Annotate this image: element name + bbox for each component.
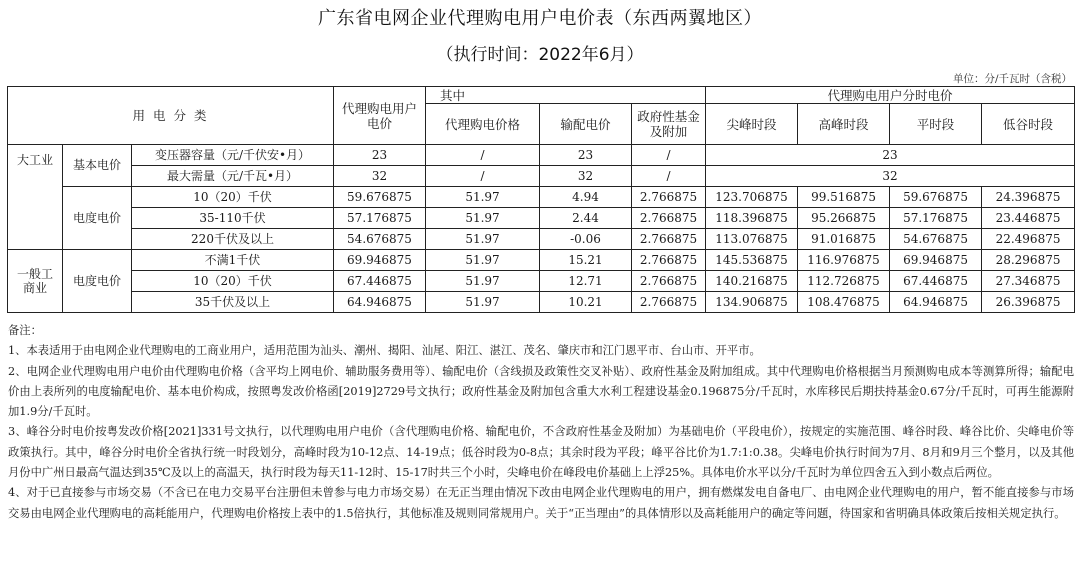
header-sharp-peak: 尖峰时段	[706, 104, 798, 145]
cell-valley: 24.396875	[982, 187, 1075, 208]
cell-purchase: 51.97	[426, 271, 540, 292]
cell-purchase: 51.97	[426, 187, 540, 208]
cell-peak: 108.476875	[798, 292, 890, 313]
cell-flat: 69.946875	[890, 250, 982, 271]
cell-flat: 59.676875	[890, 187, 982, 208]
header-user-price: 代理购电用户电价	[334, 87, 426, 145]
cell-gov-fund: /	[632, 166, 706, 187]
header-of-which: 其中	[426, 87, 706, 104]
cell-peak: 99.516875	[798, 187, 890, 208]
cell-user-price: 23	[334, 145, 426, 166]
cell-gov-fund: 2.766875	[632, 187, 706, 208]
table-row	[8, 166, 1075, 187]
cell-gov-fund: 2.766875	[632, 292, 706, 313]
cell-sharp: 145.536875	[706, 250, 798, 271]
note-item: 4、对于已直接参与市场交易（不含已在电力交易平台注册但未曾参与电力市场交易）在无正当理由情况下改由电网企业代理购电的用户，拥有燃煤发电自备电厂、由电网企业代理购电的用户，暂不能直接参与市场交易由电网企业代理购电的高耗能用户，代理购电价格按上表中的1.5倍执行，其他标准及规则同常规用户。关于“正当理由”的具体情形以及高耗能用户的确定等问题，待国家和省明确具体政策后按相关规定执行。	[8, 486, 1074, 520]
cell-purchase: 51.97	[426, 208, 540, 229]
table-row	[8, 292, 1075, 313]
header-category: 用 电 分 类	[8, 87, 334, 145]
notes-heading: 备注：	[8, 324, 42, 337]
row-label: 35-110千伏	[132, 208, 334, 229]
cell-gov-fund: /	[632, 145, 706, 166]
row-label: 220千伏及以上	[132, 229, 334, 250]
cell-transmission: 15.21	[540, 250, 632, 271]
cell-transmission: -0.06	[540, 229, 632, 250]
row-label: 35千伏及以上	[132, 292, 334, 313]
group-large-industry: 大工业	[8, 145, 63, 250]
cell-purchase: 51.97	[426, 250, 540, 271]
cell-gov-fund: 2.766875	[632, 271, 706, 292]
document-subtitle: （执行时间：2022年6月）	[436, 45, 644, 65]
cell-sharp: 134.906875	[706, 292, 798, 313]
cell-transmission: 23	[540, 145, 632, 166]
cell-valley: 23.446875	[982, 208, 1075, 229]
cell-valley: 27.346875	[982, 271, 1075, 292]
cell-user-price: 64.946875	[334, 292, 426, 313]
row-label: 10（20）千伏	[132, 187, 334, 208]
subgroup-energy-price: 电度电价	[63, 187, 132, 250]
cell-peak: 116.976875	[798, 250, 890, 271]
row-label: 不满1千伏	[132, 250, 334, 271]
price-table	[7, 86, 1075, 313]
cell-user-price: 67.446875	[334, 271, 426, 292]
header-transmission: 输配电价	[540, 104, 632, 145]
cell-flat: 67.446875	[890, 271, 982, 292]
table-row	[8, 229, 1075, 250]
cell-sharp: 140.216875	[706, 271, 798, 292]
cell-purchase: /	[426, 166, 540, 187]
cell-valley: 22.496875	[982, 229, 1075, 250]
cell-transmission: 32	[540, 166, 632, 187]
cell-sharp: 118.396875	[706, 208, 798, 229]
cell-user-price: 69.946875	[334, 250, 426, 271]
header-flat: 平时段	[890, 104, 982, 145]
cell-gov-fund: 2.766875	[632, 229, 706, 250]
table-row	[8, 271, 1075, 292]
cell-gov-fund: 2.766875	[632, 250, 706, 271]
cell-peak: 91.016875	[798, 229, 890, 250]
note-item: 3、峰谷分时电价按粤发改价格[2021]331号文执行，以代理购电用户电价（含代理购电价格、输配电价，不含政府性基金及附加）为基础电价（平段电价），按规定的实施范围、峰谷时段、峰谷比价、尖峰电价等政策执行。其中，峰谷分时电价全省执行统一时段划分，高峰时段为10-12点、14-19点；低谷时段为0-8点；其余时段为平段；峰平谷比价为1.7:1:0.38。尖峰电价执行时间为7月、8月和9月三个整月，以及其他月份中广州日最高气温达到35℃及以上的高温天，执行时段为每天11-12时、15-17时共三个小时，尖峰电价在峰段电价基础上上浮25%。具体电价水平以分/千瓦时为单位四舍五入到小数点后两位。	[8, 425, 1074, 480]
cell-transmission: 10.21	[540, 292, 632, 313]
row-label: 最大需量（元/千瓦•月）	[132, 166, 334, 187]
cell-user-price: 59.676875	[334, 187, 426, 208]
document-title: 广东省电网企业代理购电用户电价表（东西两翼地区）	[318, 8, 762, 29]
header-peak: 高峰时段	[798, 104, 890, 145]
note-item: 1、本表适用于由电网企业代理购电的工商业用户，适用范围为汕头、潮州、揭阳、汕尾、阳江、湛江、茂名、肇庆市和江门恩平市、台山市、开平市。	[8, 344, 761, 358]
table-row	[8, 145, 1075, 166]
cell-purchase: 51.97	[426, 229, 540, 250]
cell-tou-merged: 32	[706, 166, 1075, 187]
header-purchase-price: 代理购电价格	[426, 104, 540, 145]
cell-purchase: /	[426, 145, 540, 166]
cell-valley: 26.396875	[982, 292, 1075, 313]
row-label: 10（20）千伏	[132, 271, 334, 292]
row-label: 变压器容量（元/千伏安•月）	[132, 145, 334, 166]
cell-user-price: 54.676875	[334, 229, 426, 250]
table-row	[8, 208, 1075, 229]
unit-label: 单位：分/千瓦时（含税）	[952, 73, 1072, 85]
cell-user-price: 57.176875	[334, 208, 426, 229]
table-row	[8, 250, 1075, 271]
table-row	[8, 187, 1075, 208]
group-general-commercial: 一般工商业	[8, 250, 63, 313]
cell-flat: 64.946875	[890, 292, 982, 313]
note-item: 2、电网企业代理购电用户电价由代理购电价格（含平均上网电价、辅助服务费用等）、输配电价（含线损及政策性交叉补贴）、政府性基金及附加组成。其中代理购电价格根据当月预测购电成本等测算所得；输配电价由上表所列的电度输配电价、基本电价构成，按照粤发改价格函[2019]2729号文执行；政府性基金及附加包含重大水利工程建设基金0.196875分/千瓦时，水库移民后期扶持基金0.67分/千瓦时，可再生能源附加1.9分/千瓦时。	[8, 364, 1074, 419]
cell-purchase: 51.97	[426, 292, 540, 313]
notes-section	[8, 321, 1074, 524]
cell-user-price: 32	[334, 166, 426, 187]
cell-tou-merged: 23	[706, 145, 1075, 166]
cell-flat: 54.676875	[890, 229, 982, 250]
cell-transmission: 12.71	[540, 271, 632, 292]
cell-sharp: 123.706875	[706, 187, 798, 208]
cell-peak: 95.266875	[798, 208, 890, 229]
header-tou-group: 代理购电用户分时电价	[706, 87, 1075, 104]
cell-gov-fund: 2.766875	[632, 208, 706, 229]
cell-valley: 28.296875	[982, 250, 1075, 271]
header-valley: 低谷时段	[982, 104, 1075, 145]
cell-peak: 112.726875	[798, 271, 890, 292]
subgroup-energy-price: 电度电价	[63, 250, 132, 313]
cell-transmission: 2.44	[540, 208, 632, 229]
cell-flat: 57.176875	[890, 208, 982, 229]
subgroup-basic-price: 基本电价	[63, 145, 132, 187]
cell-sharp: 113.076875	[706, 229, 798, 250]
cell-transmission: 4.94	[540, 187, 632, 208]
header-gov-fund: 政府性基金及附加	[632, 104, 706, 145]
